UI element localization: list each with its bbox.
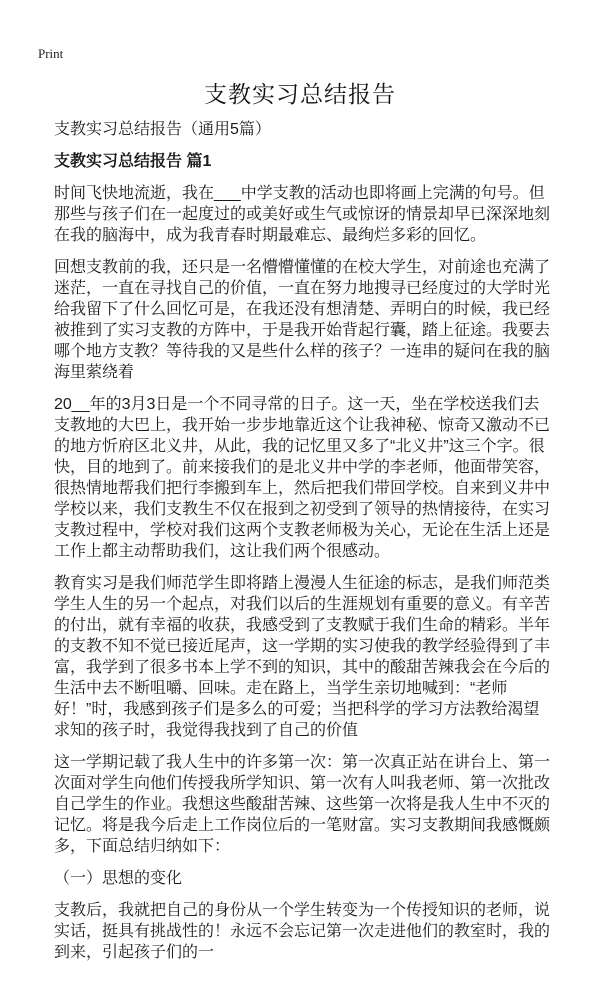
paragraph-line: 20__年的3月3日是一个不同寻常的日子。这一天，坐在学校送我们去支教地的大巴 — [54, 396, 540, 434]
paragraph-line: 时间飞快地流逝，我在___中学支教的活动也即将画上完满的句号。但那些与孩子 — [54, 185, 545, 223]
document-subtitle: 支教实习总结报告（通用5篇） — [54, 121, 271, 138]
paragraph-line: 获，我感受到了支教赋于我们生命的精彩。半年的支教不知不觉已接近尾声，这一 — [54, 617, 551, 655]
document-body — [54, 183, 554, 963]
paragraph — [54, 900, 554, 963]
document-title: 支教实习总结报告 — [204, 81, 396, 107]
paragraph-line: 有挑战性的！永远不会忘记第一次走进他们的教室时，我的到来，引起孩子们的一 — [54, 923, 551, 961]
paragraph-line: 我开始背起行囊，踏上征途。我要去哪个地方支教？等待我的又是些什么样的孩子 — [54, 322, 551, 360]
paragraph-line: （一）思想的变化 — [54, 870, 183, 887]
paragraph-line: 回想支教前的我，还只是一名懵懵懂懂的在校大学生，对前途也充满了迷茫，一直 — [54, 259, 551, 297]
paragraph — [54, 257, 554, 383]
paragraph — [54, 394, 554, 562]
paragraph — [54, 573, 554, 741]
paragraph — [54, 752, 554, 857]
paragraph-line: 另一个起点，对我们以后的生涯规划有重要的意义。有辛苦的付出，就有幸福的收 — [54, 596, 551, 634]
print-link[interactable]: Print — [38, 46, 64, 61]
paragraph-line: 的一笔财富。实习支教期间我感慨颇多，下面总结归纳如下： — [54, 817, 551, 855]
paragraph-line: 学期的实习使我的教学经验得到了丰富，我学到了很多书本上学不到的知识，其中 — [54, 638, 551, 676]
paragraph-line: 工作上都主动帮助我们，这让我们两个很感动。 — [54, 543, 391, 560]
paragraph-line: 的孩子时，我觉得我找到了自己的价值 — [86, 722, 359, 739]
paragraph-line: 这些酸甜苦辣、这些第一次将是我人生中不灭的记忆。将是我今后走上工作岗位后 — [54, 796, 551, 834]
paragraph-line: 回学校。自来到义井中学校以来，我们支教生不仅在报到之初受到了领导的热情接 — [54, 480, 551, 518]
paragraph-line: 义井中学的李老师，他面带笑容，很热情地帮我们把行李搬到车上，然后把我们带 — [54, 459, 551, 497]
paragraph-line: ？一连串的疑问在我的脑海里萦绕着 — [54, 343, 551, 381]
paragraph — [54, 183, 554, 246]
paragraph-line: 的酸甜苦辣我会在今后的生活中去不断咀嚼、回味。走在路上，当学生亲切地喊到 — [54, 659, 551, 697]
section-heading: 支教实习总结报告 篇1 — [54, 153, 212, 170]
paragraph-line: 们在一起度过的或美好或生气或惊讶的情景却早已深深地刻在我的脑海中，成为我 — [54, 206, 551, 244]
paragraph-line: 是，在我还没有想清楚、弄明白的时候，我已经被推到了实习支教的方阵中，于是 — [54, 301, 551, 339]
subsection-heading — [54, 868, 554, 889]
paragraph-line: 上，我开始一步步地靠近这个让我神秘、惊奇又激动不已的地方忻府区北义井，从 — [54, 417, 551, 455]
paragraph-line: 此，我的记忆里又多了“北义井”这三个字。很快，目的地到了。前来接我们的是北 — [54, 438, 545, 476]
paragraph-line: 支教后，我就把自己的身份从一个学生转变为一个传授知识的老师，说实话，挺具 — [54, 902, 551, 940]
paragraph-line: 向他们传授我所学知识、第一次有人叫我老师、第一次批改自己学生的作业。我想 — [54, 775, 551, 813]
paragraph-line: 待，在实习支教过程中，学校对我们这两个支教老师极为关心，无论在生活上还是 — [54, 501, 551, 539]
paragraph-line: 这一学期记载了我人生中的许多第一次：第一次真正站在讲台上、第一次面对学生 — [54, 754, 551, 792]
paragraph-line: 在寻找自己的价值，一直在努力地搜寻已经度过的大学时光给我留下了什么回忆可 — [54, 280, 551, 318]
paragraph-line: 教育实习是我们师范学生即将踏上漫漫人生征途的标志，是我们师范类学生人生的 — [54, 575, 551, 613]
paragraph-line: ：“老师好！”时，我感到孩子们是多么的可爱；当把科学的学习方法教给渴望求知 — [54, 680, 540, 739]
paragraph-line: 青春时期最难忘、最绚烂多彩的回忆。 — [214, 227, 487, 244]
